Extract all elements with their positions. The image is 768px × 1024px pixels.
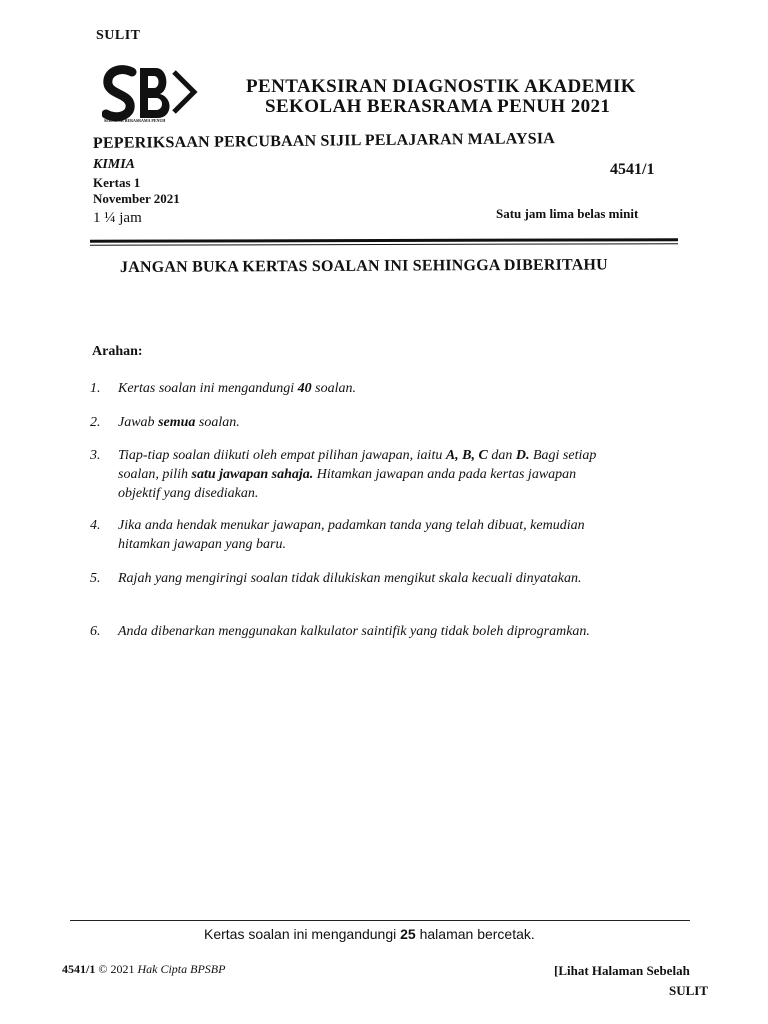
classification-footer: SULIT: [669, 983, 709, 998]
duration: 1 ¼ jam: [93, 210, 142, 226]
title-line-1: PENTAKSIRAN DIAGNOSTIK AKADEMIK: [246, 76, 636, 97]
warning-notice: JANGAN BUKA KERTAS SOALAN INI SEHINGGA DIBERITAHU: [119, 256, 608, 276]
paper-number: Kertas 1: [93, 175, 141, 190]
header-rule-thick: [90, 238, 678, 243]
sbp-logo-icon: [102, 64, 198, 124]
instructions-heading: Arahan:: [92, 344, 143, 359]
duration-words: Satu jam lima belas minit: [496, 206, 639, 221]
page-count-note: Kertas soalan ini mengandungi 25 halaman bercetak.: [204, 926, 535, 942]
classification-label: SULIT: [96, 28, 141, 43]
next-page-note: [Lihat Halaman Sebelah: [554, 963, 690, 978]
footer-rule: [70, 920, 690, 921]
exam-code: 4541/1: [610, 161, 655, 178]
exam-date: November 2021: [93, 191, 180, 206]
exam-name: PEPERIKSAAN PERCUBAAN SIJIL PELAJARAN MALAYSIA: [92, 130, 556, 152]
subject: KIMIA: [93, 157, 136, 172]
header-rule-thin: [90, 243, 678, 246]
copyright-line: 4541/1 © 2021 Hak Cipta BPSBP: [62, 962, 226, 976]
title-line-2: SEKOLAH BERASRAMA PENUH 2021: [265, 96, 611, 117]
logo-caption: SEKOLAH BERASRAMA PENUH: [104, 118, 166, 123]
